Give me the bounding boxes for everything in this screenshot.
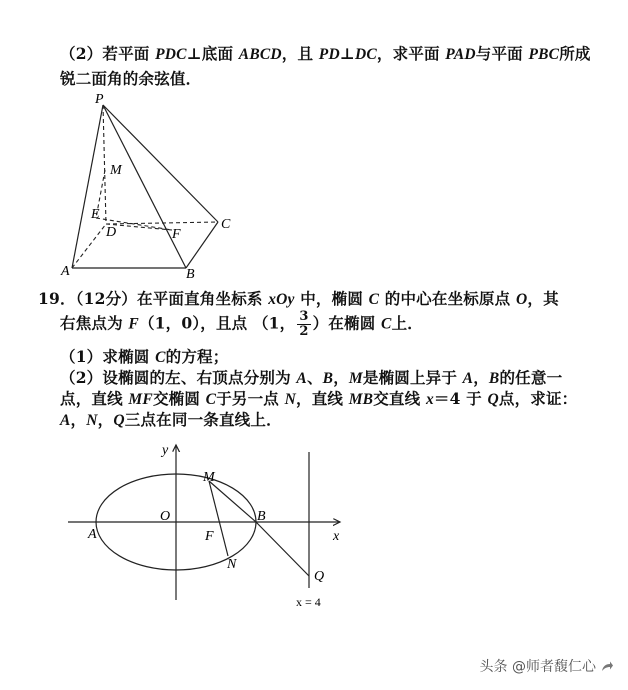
- label-F2: F: [205, 529, 214, 544]
- label-O: O: [160, 509, 171, 524]
- q19-part1: （1）求椭圆 C的方程；: [60, 347, 229, 366]
- label-B: B: [186, 267, 195, 282]
- q18-part2-line1: （2）若平面 PDC⊥底面 ABCD，且 PD⊥DC，求平面 PAD与平面 PBC所成: [60, 44, 591, 63]
- ellipse-C: [96, 474, 256, 570]
- q19-line2: 右焦点为 F（1，0），且点 （1， $\frac{3}{2}$ ）在椭圆 C上．: [60, 309, 423, 339]
- q19-part2-line3: A，N，Q三点在同一条直线上．: [60, 410, 282, 429]
- label-A2: A: [88, 527, 97, 542]
- label-C: C: [221, 217, 231, 232]
- label-D: D: [106, 225, 117, 240]
- segment-MN: [209, 481, 228, 556]
- label-x: x: [333, 529, 340, 544]
- q18-part2-line2: 锐二面角的余弦值．: [60, 69, 202, 88]
- label-A: A: [61, 264, 70, 279]
- label-line-x4: x = 4: [296, 595, 321, 609]
- fraction-3-2: $\frac{3}{2}$: [299, 309, 309, 339]
- edge-PA: [72, 105, 103, 268]
- segment-DF: [106, 224, 172, 230]
- label-Q2: Q: [314, 569, 325, 584]
- segment-ME: [96, 170, 105, 218]
- edge-AD: [72, 224, 106, 268]
- segment-MB: [209, 481, 256, 522]
- q19-part2-line1: （2）设椭圆的左、右顶点分别为 A、B，M是椭圆上异于 A，B的任意一: [60, 368, 563, 387]
- segment-EF: [96, 218, 172, 230]
- edge-DC: [106, 222, 218, 224]
- label-B2: B: [257, 509, 266, 524]
- watermark: 头条 @师者馥仁心: [480, 656, 614, 676]
- share-arrow-icon: [600, 660, 614, 674]
- label-M2: M: [203, 470, 215, 485]
- segment-BQ: [256, 522, 309, 576]
- q19-part2-line2: 点，直线 MF交椭圆 C于另一点 N，直线 MB交直线 x＝4 于 Q点，求证：: [60, 389, 578, 408]
- label-y: y: [162, 443, 169, 458]
- edge-PD: [103, 105, 106, 224]
- label-E: E: [91, 207, 100, 222]
- label-F: F: [172, 227, 181, 242]
- q19-line1: 19．（12分）在平面直角坐标系 xOy 中，椭圆 C 的中心在坐标原点 O，其: [38, 289, 559, 308]
- label-N2: N: [227, 557, 237, 572]
- edge-BC: [186, 222, 218, 268]
- edge-PB: [103, 105, 186, 268]
- edge-PC: [103, 105, 218, 222]
- label-M: M: [110, 163, 122, 178]
- label-P: P: [95, 92, 104, 107]
